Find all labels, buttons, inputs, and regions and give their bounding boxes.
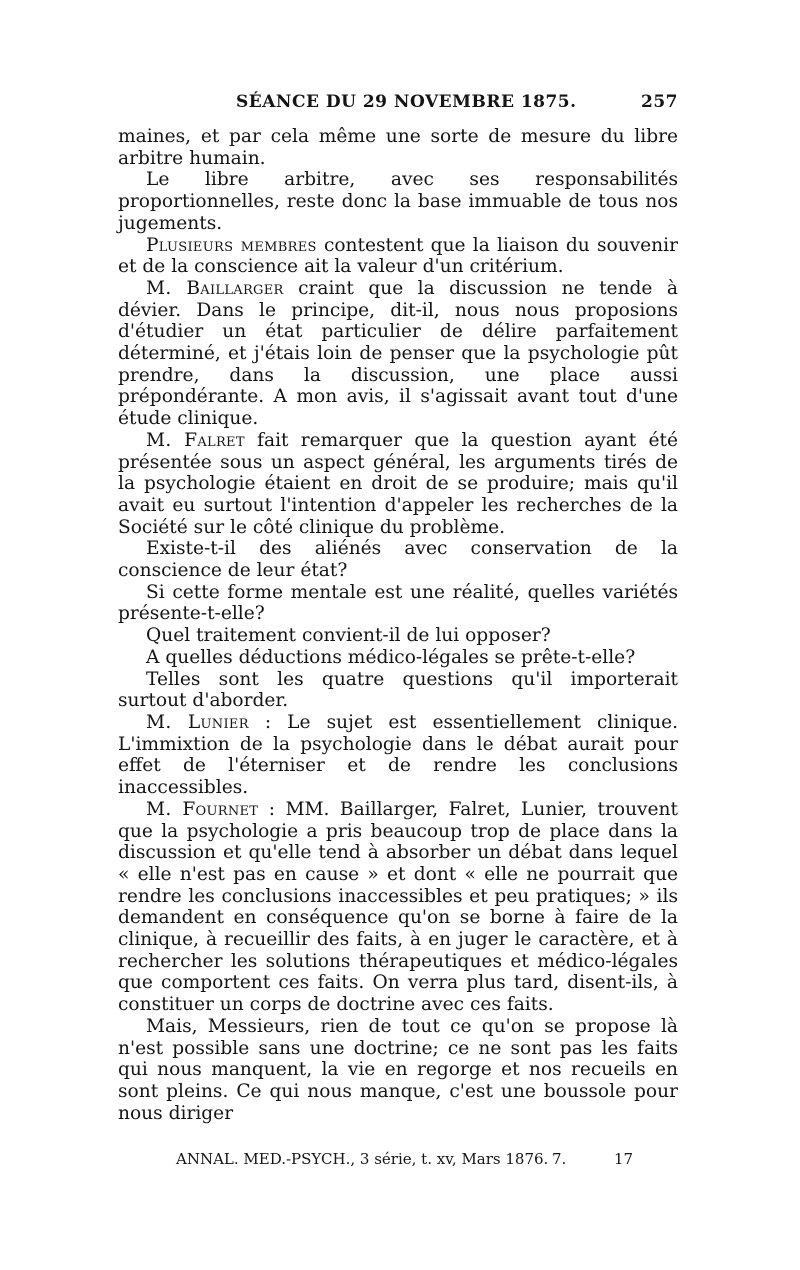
paragraph-text: craint que la discussion ne tende à dévier. Dans le principe, dit-il, nous nous proposions d'étudier un état particulier de délire parfaitement déterminé, et j'étais loin de penser que la psychologie pût prendre, dans la discussion, une place aussi prépondérante. A mon avis, il s'agissait avant tout d'une étude clinique. <box>118 277 678 430</box>
paragraph <box>118 278 678 430</box>
speaker-name: M. Baillarger <box>146 277 284 299</box>
paragraph-text: Mais, Messieurs, rien de tout ce qu'on se propose là n'est possible sans une doctrine; ce ne sont pas les faits qui nous manquent, la vie en regorge et nos recueils en sont pleins. Ce qui nous manque, c'est une boussole pour nous diriger <box>118 1015 678 1124</box>
paragraph <box>118 712 678 799</box>
paragraph-text: maines, et par cela même une sorte de mesure du libre arbitre humain. <box>118 126 678 169</box>
paragraph-text: Quel traitement convient-il de lui opposer? <box>146 625 551 647</box>
paragraph <box>118 582 678 625</box>
paragraph-text: contestent que la liaison du souvenir et de la conscience ait la valeur d'un critérium. <box>118 234 678 278</box>
speaker-name: M. Lunier <box>146 711 249 733</box>
speaker-name: M. Fournet <box>146 798 259 820</box>
paragraph <box>118 799 678 1016</box>
paragraph <box>118 1016 678 1125</box>
paragraph-text: : Le sujet est essentiellement clinique. L'immixtion de la psychologie dans le débat aurait pour effet de l'éterniser et de rendre les conclusions inaccessibles. <box>118 711 678 799</box>
paragraph <box>118 669 678 712</box>
paragraph-text: fait remarquer que la question ayant été présentée sous un aspect général, les arguments tirés de la psychologie étaient en droit de se produire; mais qu'il avait eu surtout l'intention d'appeler les recherches de la Société sur le côté clinique du problème. <box>118 429 678 538</box>
paragraph-text: Telles sont les quatre questions qu'il importerait surtout d'aborder. <box>118 668 678 712</box>
paragraph <box>118 126 678 169</box>
paragraph-text: : MM. Baillarger, Falret, Lunier, trouvent que la psychologie a pris beaucoup trop de place dans la discussion et qu'elle tend à absorber un débat dans lequel « elle n'est pas en cause » et dont « elle ne pourrait que rendre les conclusions inaccessibles et peu pratiques; » ils demandent en conséquence qu'on se borne à faire de la clinique, à recueillir des faits, à en juger le caractère, et à rechercher les solutions thérapeutiques et médico-légales que comportent ces faits. On verra plus tard, disent-ils, à constituer un corps de doctrine avec ces faits. <box>118 798 679 1016</box>
paragraph-text: A quelles déductions médico-légales se prête-t-elle? <box>146 646 636 668</box>
running-header <box>118 92 678 118</box>
paragraph <box>118 538 678 581</box>
paragraph-text: Existe-t-il des aliénés avec conservation de la conscience de leur état? <box>118 538 678 582</box>
footer-sheet-number: 17 <box>614 1150 634 1168</box>
page-number: 257 <box>641 92 678 112</box>
paragraph-text: Le libre arbitre, avec ses responsabilités proportionnelles, reste donc la base immuable de tous nos jugements. <box>118 169 678 234</box>
paragraph <box>118 647 678 669</box>
footer-signature: 7. <box>552 1150 567 1168</box>
body-text <box>118 126 678 1124</box>
paragraph-text: Si cette forme mentale est une réalité, quelles variétés présente-t-elle? <box>118 581 678 625</box>
footer-signature-line <box>176 1150 656 1172</box>
speaker-name: M. Falret <box>146 429 245 451</box>
paragraph <box>118 625 678 647</box>
header-title: SÉANCE DU 29 NOVEMBRE 1875. <box>236 92 577 112</box>
footer-source: ANNAL. MED.-PSYCH., 3 série, t. xv, Mars 1876. <box>176 1150 549 1168</box>
paragraph <box>118 235 678 278</box>
speaker-name: Plusieurs membres <box>146 234 317 256</box>
paragraph <box>118 430 678 539</box>
paragraph <box>118 169 678 234</box>
